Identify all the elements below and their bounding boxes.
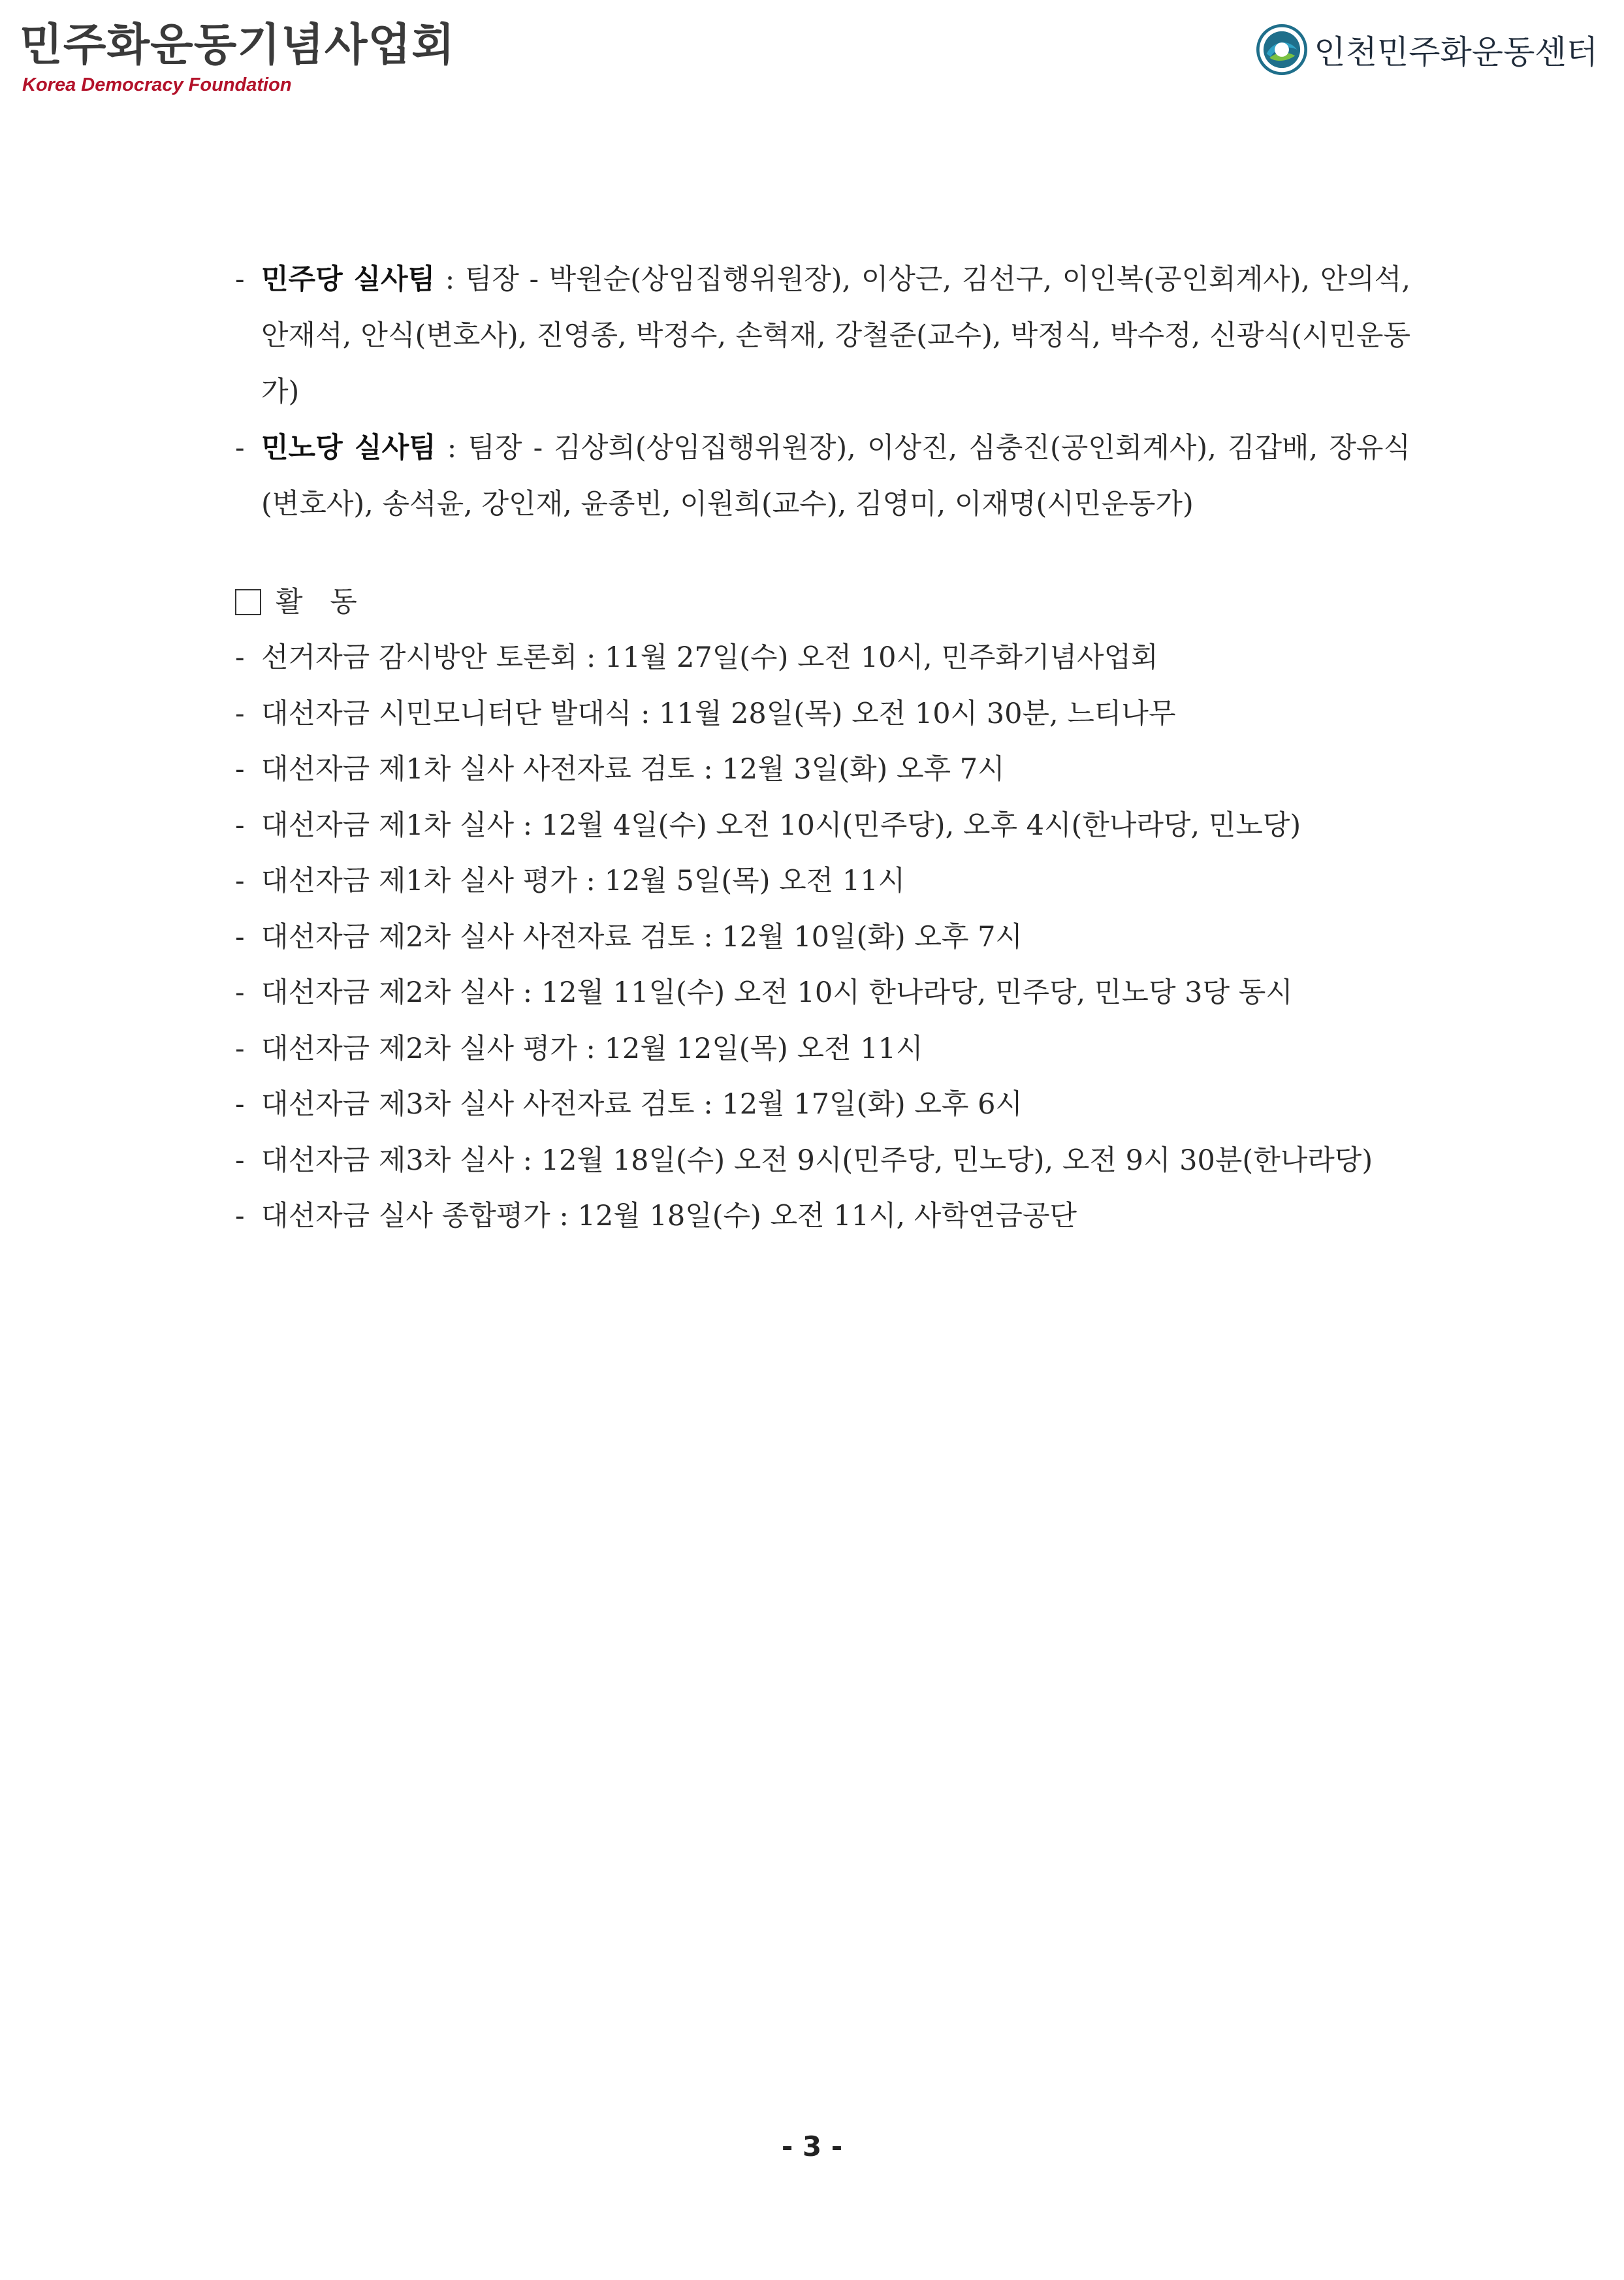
- activity-text: 대선자금 제3차 실사 사전자료 검토 : 12월 17일(화) 오후 6시: [261, 1088, 1023, 1121]
- icdc-logo: [1256, 22, 1598, 77]
- kdf-logo-korean: 민주화운동기념사업회: [20, 20, 455, 71]
- activity-text: 대선자금 제2차 실사 : 12월 11일(수) 오전 10시 한나라당, 민주당, 민노당 3당 동시: [261, 976, 1293, 1009]
- team-member-item: - 민주당 실사팀 : 팀장 - 박원순(상임집행위원장), 이상근, 김선구, 이인복(공인회계사), 안의석, 안재석, 안식(변호사), 진영종, 박정수, 손혁재, 강철준(교수), 박정식, 박수정, 신광식(시민운동가): [235, 263, 1410, 408]
- activities-heading: [235, 574, 1410, 630]
- checkbox-icon: [235, 589, 261, 615]
- icdc-emblem-icon: [1256, 24, 1307, 75]
- team-members: : 팀장 - 김상희(상임집행위원장), 이상진, 심충진(공인회계사), 김갑배, 장유식(변호사), 송석윤, 강인재, 윤종빈, 이원희(교수), 김영미, 이재명(시민운동가): [261, 432, 1410, 521]
- activity-text: 대선자금 제1차 실사 평가 : 12월 5일(목) 오전 11시: [261, 865, 906, 897]
- kdf-logo-english: Korea Democracy Foundation: [22, 74, 292, 95]
- activity-item: - 대선자금 제1차 실사 평가 : 12월 5일(목) 오전 11시: [235, 854, 1410, 910]
- activity-item: - 대선자금 시민모니터단 발대식 : 11월 28일(목) 오전 10시 30분, 느티나무: [235, 686, 1410, 743]
- activity-text: 대선자금 제1차 실사 사전자료 검토 : 12월 3일(화) 오후 7시: [261, 753, 1005, 786]
- activity-item: - 대선자금 제2차 실사 사전자료 검토 : 12월 10일(화) 오후 7시: [235, 910, 1410, 966]
- team-member-item: - 민노당 실사팀 : 팀장 - 김상희(상임집행위원장), 이상진, 심충진(공인회계사), 김갑배, 장유식(변호사), 송석윤, 강인재, 윤종빈, 이원희(교수), 김영미, 이재명(시민운동가): [235, 432, 1410, 521]
- activities-heading-text: 활 동: [276, 586, 366, 618]
- team-member-list: [235, 251, 1410, 532]
- activity-text: 대선자금 제2차 실사 평가 : 12월 12일(목) 오전 11시: [261, 1032, 923, 1065]
- activity-text: 대선자금 시민모니터단 발대식 : 11월 28일(목) 오전 10시 30분, 느티나무: [261, 697, 1176, 730]
- document-body: [235, 251, 1410, 1245]
- team-name: 민노당 실사팀: [261, 432, 436, 464]
- team-name: 민주당 실사팀: [261, 263, 436, 296]
- team-members: : 팀장 - 박원순(상임집행위원장), 이상근, 김선구, 이인복(공인회계사), 안의석, 안재석, 안식(변호사), 진영종, 박정수, 손혁재, 강철준(교수), 박정식, 박수정, 신광식(시민운동가): [261, 263, 1410, 408]
- activity-list: [235, 630, 1410, 1245]
- icdc-logo-name: 인천민주화운동센터: [1314, 33, 1598, 71]
- activity-item: - 대선자금 제2차 실사 : 12월 11일(수) 오전 10시 한나라당, 민주당, 민노당 3당 동시: [235, 965, 1410, 1021]
- activity-item: - 대선자금 제3차 실사 사전자료 검토 : 12월 17일(화) 오후 6시: [235, 1077, 1410, 1133]
- kdf-logo: [20, 20, 455, 104]
- activity-item: - 대선자금 실사 종합평가 : 12월 18일(수) 오전 11시, 사학연금공단: [235, 1189, 1410, 1245]
- activity-item: - 대선자금 제1차 실사 사전자료 검토 : 12월 3일(화) 오후 7시: [235, 742, 1410, 798]
- activity-item: - 대선자금 제2차 실사 평가 : 12월 12일(목) 오전 11시: [235, 1021, 1410, 1078]
- page-number: - 3 -: [781, 2130, 843, 2162]
- activity-text: 대선자금 제3차 실사 : 12월 18일(수) 오전 9시(민주당, 민노당), 오전 9시 30분(한나라당): [261, 1144, 1373, 1177]
- activity-text: 대선자금 실사 종합평가 : 12월 18일(수) 오전 11시, 사학연금공단: [261, 1200, 1077, 1232]
- activity-text: 대선자금 제2차 실사 사전자료 검토 : 12월 10일(화) 오후 7시: [261, 920, 1023, 954]
- activity-text: 선거자금 감시방안 토론회 : 11월 27일(수) 오전 10시, 민주화기념사업회: [261, 641, 1158, 674]
- activity-item: - 선거자금 감시방안 토론회 : 11월 27일(수) 오전 10시, 민주화기념사업회: [235, 630, 1410, 686]
- activity-item: - 대선자금 제3차 실사 : 12월 18일(수) 오전 9시(민주당, 민노당), 오전 9시 30분(한나라당): [235, 1133, 1410, 1189]
- activity-item: - 대선자금 제1차 실사 : 12월 4일(수) 오전 10시(민주당), 오후 4시(한나라당, 민노당): [235, 798, 1410, 854]
- activity-text: 대선자금 제1차 실사 : 12월 4일(수) 오전 10시(민주당), 오후 4시(한나라당, 민노당): [261, 809, 1301, 842]
